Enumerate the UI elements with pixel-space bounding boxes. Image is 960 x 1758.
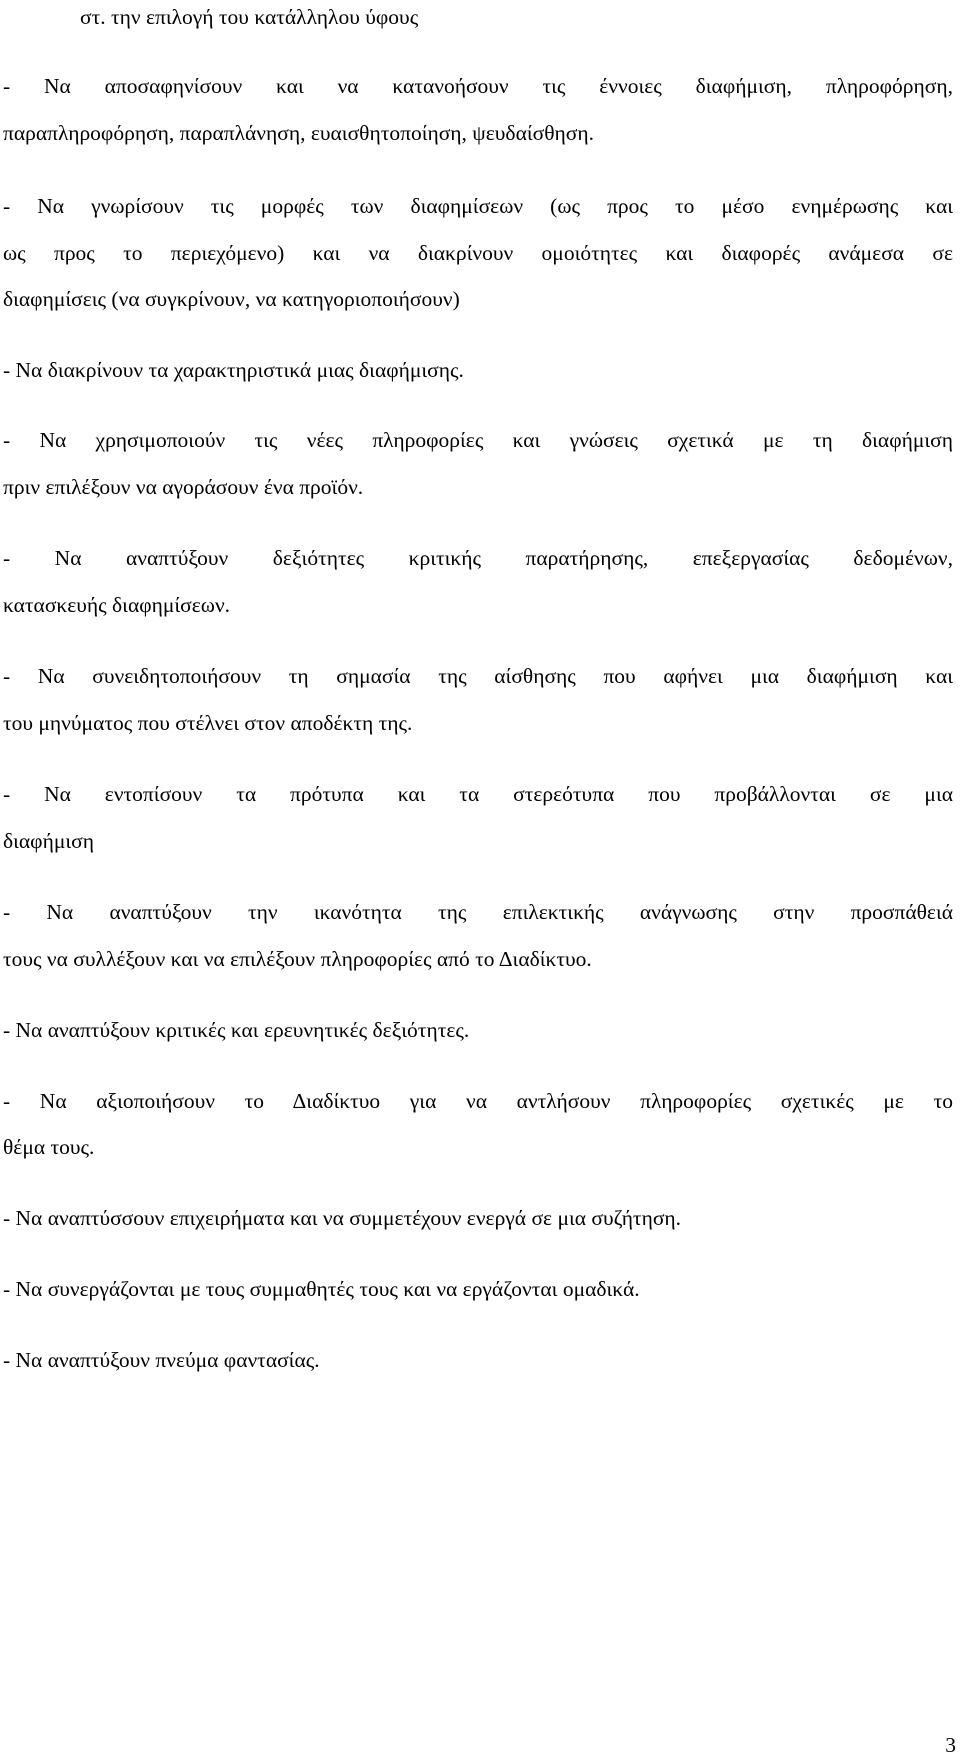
objective-line: τους να συλλέξουν και να επιλέξουν πληροφορίες από το Διαδίκτυο. bbox=[3, 947, 592, 971]
objective-line: πριν επιλέξουν να αγοράσουν ένα προϊόν. bbox=[3, 475, 364, 499]
objective-line: - Να αναπτύξουν πνεύμα φαντασίας. bbox=[3, 1348, 320, 1372]
objective-line: - Να διακρίνουν τα χαρακτηριστικά μιας διαφήμισης. bbox=[3, 358, 464, 382]
objective-line: παραπληροφόρηση, παραπλάνηση, ευαισθητοποίηση, ψευδαίσθηση. bbox=[3, 121, 594, 145]
objective-line: - Να εντοπίσουν τα πρότυπα και τα στερεότυπα που προβάλλονται σε μια bbox=[3, 782, 953, 806]
objective-line: - Να αξιοποιήσουν το Διαδίκτυο για να αντλήσουν πληροφορίες σχετικές με το bbox=[3, 1089, 953, 1113]
objective-line: διαφήμιση bbox=[3, 829, 94, 853]
objective-line: διαφημίσεις (να συγκρίνουν, να κατηγοριοποιήσουν) bbox=[3, 287, 460, 311]
objective-line: του μηνύματος που στέλνει στον αποδέκτη της. bbox=[3, 711, 413, 735]
objective-line: - Να συνεργάζονται με τους συμμαθητές τους και να εργάζονται ομαδικά. bbox=[3, 1277, 640, 1301]
section-heading-line: στ. την επιλογή του κατάλληλου ύφους bbox=[80, 5, 419, 29]
objective-line: - Να χρησιμοποιούν τις νέες πληροφορίες και γνώσεις σχετικά με τη διαφήμιση bbox=[3, 428, 953, 452]
objective-line: - Να αναπτύξουν δεξιότητες κριτικής παρατήρησης, επεξεργασίας δεδομένων, bbox=[3, 546, 953, 570]
objective-line: - Να αναπτύξουν την ικανότητα της επιλεκτικής ανάγνωσης στην προσπάθειά bbox=[3, 900, 953, 924]
objective-line: θέμα τους. bbox=[3, 1135, 95, 1159]
objective-line: κατασκευής διαφημίσεων. bbox=[3, 593, 231, 617]
objective-line: - Να αποσαφηνίσουν και να κατανοήσουν τις έννοιες διαφήμιση, πληροφόρηση, bbox=[3, 74, 953, 98]
objective-line: ως προς το περιεχόμενο) και να διακρίνουν ομοιότητες και διαφορές ανάμεσα σε bbox=[3, 241, 953, 265]
page-number: 3 bbox=[945, 1733, 956, 1757]
objective-line: - Να αναπτύσσουν επιχειρήματα και να συμμετέχουν ενεργά σε μια συζήτηση. bbox=[3, 1206, 682, 1230]
objective-line: - Να γνωρίσουν τις μορφές των διαφημίσεων (ως προς το μέσο ενημέρωσης και bbox=[3, 194, 953, 218]
objective-line: - Να συνειδητοποιήσουν τη σημασία της αίσθησης που αφήνει μια διαφήμιση και bbox=[3, 664, 953, 688]
objective-line: - Να αναπτύξουν κριτικές και ερευνητικές δεξιότητες. bbox=[3, 1018, 470, 1042]
